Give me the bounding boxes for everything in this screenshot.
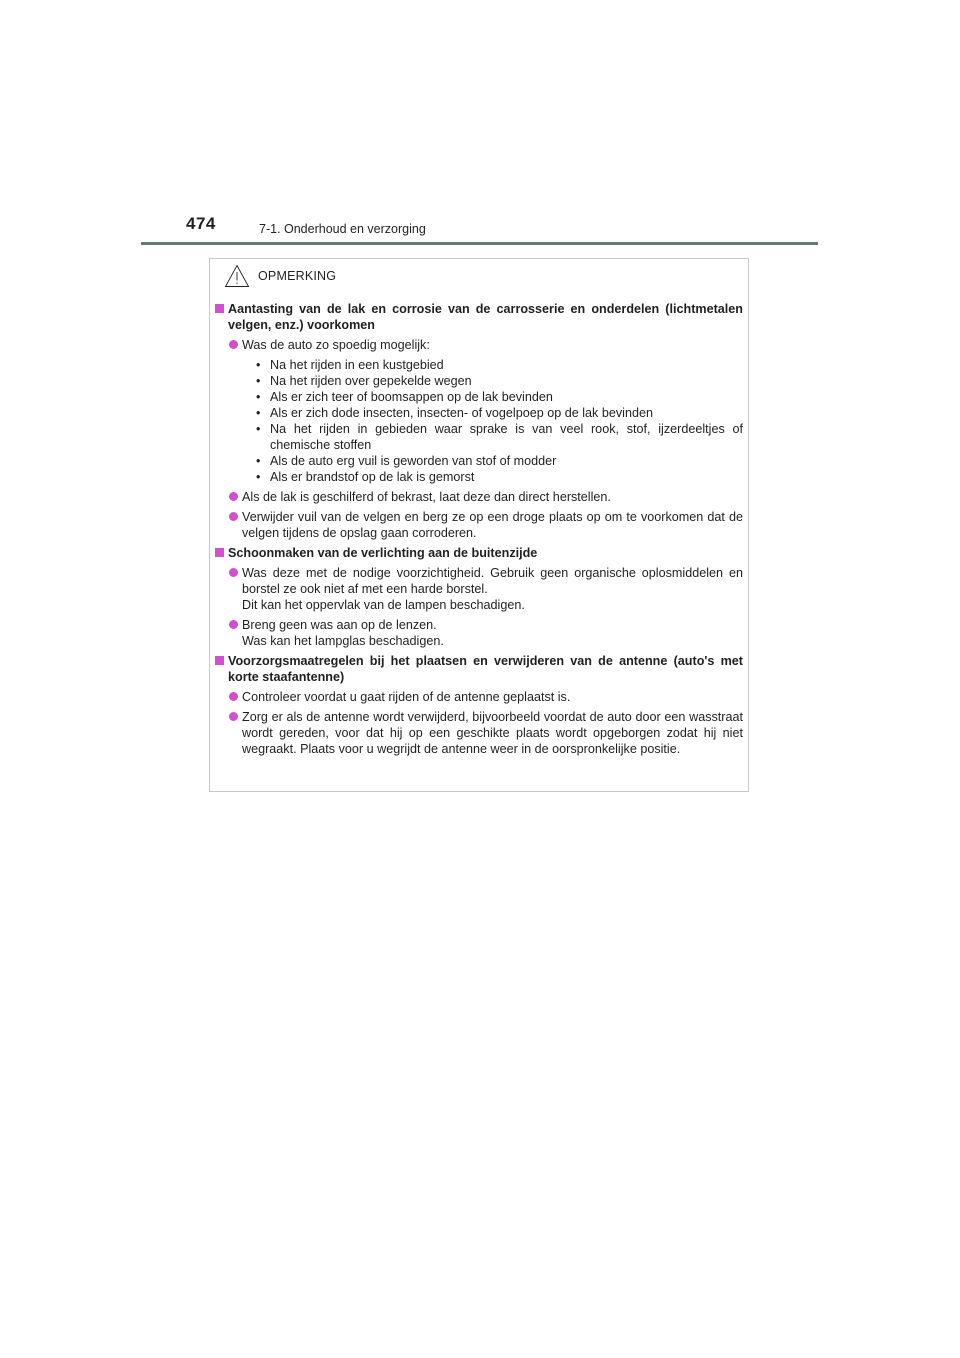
sub-item: • Als de auto erg vuil is geworden van stof of modder bbox=[256, 454, 557, 468]
sub-item: • Als er zich teer of boomsappen op de lak bevinden bbox=[256, 390, 553, 404]
round-bullet-icon bbox=[229, 492, 238, 501]
bullet-text: Breng geen was aan op de lenzen. bbox=[242, 618, 437, 632]
sub-item-text: Na het rijden in gebieden waar sprake is van veel rook, stof, ijzerdeeltjes of chemische stoffen bbox=[270, 422, 743, 452]
sub-item: • Als er zich dode insecten, insecten- of vogelpoep op de lak bevinden bbox=[256, 406, 653, 420]
sub-item: • Na het rijden in een kustgebied bbox=[256, 358, 444, 372]
bullet-text: Zorg er als de antenne wordt verwijderd, bijvoorbeeld voordat de auto door een wasstraat wordt gereden, voor dat hij op een geschikte plaats wordt opgeborgen zodat hij niet wegraakt. Plaats voor u wegrijdt de antenne weer in de oorspronkelijke positie. bbox=[242, 710, 743, 756]
section-antenna bbox=[215, 653, 743, 757]
sub-item-text: Als er brandstof op de lak is gemorst bbox=[270, 470, 475, 484]
bullet-item bbox=[228, 337, 743, 485]
section-paint-corrosion bbox=[215, 301, 743, 541]
section-exterior-lights bbox=[215, 545, 743, 649]
notice-title: OPMERKING bbox=[258, 269, 337, 283]
bullet-text-continuation: Dit kan het oppervlak van de lampen beschadigen. bbox=[242, 598, 525, 612]
sub-item-text: Als er zich teer of boomsappen op de lak bevinden bbox=[270, 390, 553, 404]
sub-list bbox=[242, 357, 743, 485]
sub-item-text: Als de auto erg vuil is geworden van stof of modder bbox=[270, 454, 557, 468]
sub-item-text: Als er zich dode insecten, insecten- of vogelpoep op de lak bevinden bbox=[270, 406, 653, 420]
section-heading: Voorzorgsmaatregelen bij het plaatsen en verwijderen van de antenne (auto's met korte staafantenne) bbox=[228, 654, 743, 684]
sub-item: • Als er brandstof op de lak is gemorst bbox=[256, 470, 475, 484]
section-heading: Schoonmaken van de verlichting aan de buitenzijde bbox=[228, 546, 538, 560]
section-heading: Aantasting van de lak en corrosie van de carrosserie en onderdelen (lichtmetalen velgen, enz.) voorkomen bbox=[228, 302, 743, 332]
round-bullet-icon bbox=[229, 692, 238, 701]
sub-item: • Na het rijden in gebieden waar sprake is van veel rook, stof, ijzerdeeltjes of chemische stoffen bbox=[256, 422, 743, 452]
round-bullet-icon bbox=[229, 568, 238, 577]
notice-header bbox=[224, 263, 336, 289]
round-bullet-icon bbox=[229, 340, 238, 349]
bullet-item bbox=[228, 689, 743, 705]
bullet-text: Controleer voordat u gaat rijden of de antenne geplaatst is. bbox=[242, 690, 571, 704]
square-bullet-icon bbox=[215, 656, 224, 665]
bullet-item bbox=[228, 489, 743, 505]
page-number: 474 bbox=[186, 214, 216, 233]
square-bullet-icon bbox=[215, 548, 224, 557]
sub-item-text: Na het rijden in een kustgebied bbox=[270, 358, 444, 372]
section-title: 7-1. Onderhoud en verzorging bbox=[259, 222, 426, 236]
bullet-item bbox=[228, 709, 743, 757]
bullet-item bbox=[228, 617, 743, 649]
sub-item-text: Na het rijden over gepekelde wegen bbox=[270, 374, 472, 388]
bullet-text-continuation: Was kan het lampglas beschadigen. bbox=[242, 634, 444, 648]
sub-item: • Na het rijden over gepekelde wegen bbox=[256, 374, 472, 388]
bullet-item bbox=[228, 509, 743, 541]
notice-box bbox=[209, 258, 749, 792]
round-bullet-icon bbox=[229, 620, 238, 629]
warning-triangle-icon bbox=[224, 264, 250, 288]
round-bullet-icon bbox=[229, 712, 238, 721]
bullet-text: Verwijder vuil van de velgen en berg ze op een droge plaats op om te voorkomen dat de velgen tijdens de opslag gaan corroderen. bbox=[242, 510, 743, 540]
bullet-item bbox=[228, 565, 743, 613]
bullet-text: Was de auto zo spoedig mogelijk: bbox=[242, 338, 430, 352]
bullet-text: Als de lak is geschilferd of bekrast, laat deze dan direct herstellen. bbox=[242, 490, 611, 504]
header-rule bbox=[141, 242, 818, 245]
bullet-text: Was deze met de nodige voorzichtigheid. Gebruik geen organische oplosmiddelen en borstel ze ook niet af met een harde borstel. bbox=[242, 566, 743, 596]
notice-body bbox=[215, 301, 743, 761]
square-bullet-icon bbox=[215, 304, 224, 313]
round-bullet-icon bbox=[229, 512, 238, 521]
